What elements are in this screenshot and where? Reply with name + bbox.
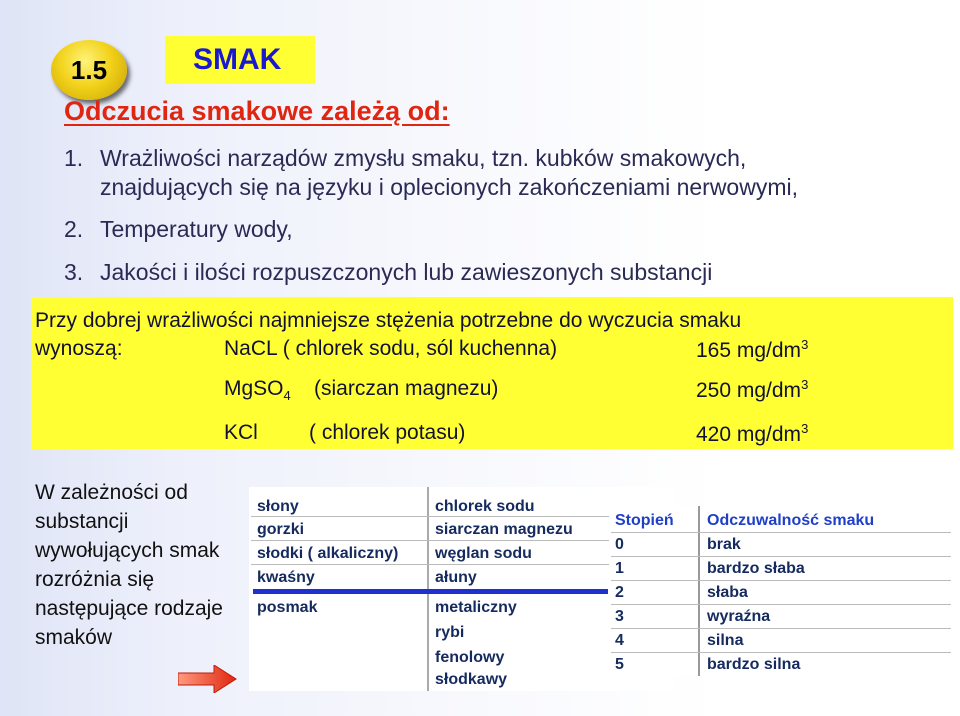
threshold-box	[31, 297, 953, 449]
list-text: Jakości i ilości rozpuszczonych lub zawieszonych substancji	[100, 259, 713, 285]
taste-name: kwaśny	[257, 569, 315, 586]
list-number: 2.	[64, 216, 84, 242]
taste-substance: węglan sodu	[435, 545, 532, 562]
taste-name: słony	[257, 498, 299, 515]
row-divider	[611, 580, 951, 581]
unit-exponent: 3	[801, 337, 809, 352]
arrow-right-icon	[178, 665, 238, 693]
substance-formula: MgSO	[224, 377, 284, 400]
separator-bar	[253, 589, 608, 594]
list-text: Temperatury wody,	[100, 216, 293, 242]
perception-value: wyraźna	[707, 608, 771, 625]
list-text: Wrażliwości narządów zmysłu smaku, tzn. kubków smakowych,	[100, 145, 747, 171]
degree-value: 3	[615, 608, 624, 625]
substance-name: (siarczan magnezu)	[314, 377, 499, 400]
taste-substance: metaliczny	[435, 599, 517, 616]
row-divider	[611, 604, 951, 605]
taste-substance: rybi	[435, 624, 465, 641]
side-line: smaków	[35, 626, 113, 649]
value-text: 250 mg/dm	[696, 379, 802, 402]
list-item	[64, 215, 798, 244]
subtitle: Odczucia smakowe zależą od:	[64, 96, 450, 126]
threshold-intro: Przy dobrej wrażliwości najmniejsze stężenia potrzebne do wyczucia smaku	[35, 309, 742, 332]
substance-value	[696, 337, 808, 363]
row-divider	[251, 540, 671, 541]
taste-substance: słodkawy	[435, 671, 508, 688]
taste-name: posmak	[257, 599, 318, 616]
row-divider	[611, 652, 951, 653]
taste-substance: fenolowy	[435, 649, 505, 666]
side-line: substancji	[35, 510, 129, 533]
substance-name: ( chlorek potasu)	[309, 421, 466, 444]
perception-value: silna	[707, 632, 744, 649]
page-title-box	[165, 36, 315, 84]
value-text: 420 mg/dm	[696, 423, 802, 446]
factors-list	[64, 144, 798, 287]
side-line: wywołujących smak	[35, 539, 220, 562]
list-text-continuation: znajdujących się na języku i oplecionych zakończeniami nerwowymi,	[100, 174, 798, 200]
perception-value: bardzo silna	[707, 656, 801, 673]
taste-name: słodki ( alkaliczny)	[257, 545, 399, 562]
side-line: rozróżnia się	[35, 568, 155, 591]
row-divider	[251, 516, 671, 517]
side-line: następujące rodzaje	[35, 597, 223, 620]
substance-row	[224, 377, 291, 403]
degree-value: 0	[615, 536, 624, 553]
unit-exponent: 3	[801, 377, 809, 392]
perception-value: brak	[707, 536, 741, 553]
list-number: 3.	[64, 259, 84, 285]
degree-value: 2	[615, 584, 624, 601]
threshold-label: wynoszą:	[35, 337, 123, 360]
formula-subscript: 4	[283, 388, 291, 404]
substance-value	[696, 377, 808, 403]
degree-value: 4	[615, 632, 624, 649]
unit-exponent: 3	[801, 421, 809, 436]
degree-table	[609, 506, 953, 676]
taste-substance: ałuny	[435, 569, 477, 586]
substance-formula: KCl	[224, 421, 258, 444]
row-divider	[611, 532, 951, 533]
list-item	[64, 144, 798, 202]
substance-formula: NaCL	[224, 337, 277, 360]
degree-value: 5	[615, 656, 624, 673]
taste-substance: chlorek sodu	[435, 498, 535, 515]
taste-name: gorzki	[257, 521, 305, 538]
row-divider	[611, 628, 951, 629]
substance-value	[696, 421, 808, 447]
header-degree: Stopień	[615, 512, 674, 529]
side-line: W zależności od	[35, 481, 188, 504]
row-divider	[611, 556, 951, 557]
header-perception: Odczuwalność smaku	[707, 512, 875, 529]
list-item	[64, 258, 798, 287]
substance-name: ( chlorek sodu, sól kuchenna)	[282, 337, 558, 360]
side-description	[35, 478, 223, 652]
list-number: 1.	[64, 145, 84, 171]
perception-value: bardzo słaba	[707, 560, 805, 577]
degree-value: 1	[615, 560, 624, 577]
value-text: 165 mg/dm	[696, 339, 802, 362]
page-title: SMAK	[193, 43, 282, 76]
row-divider	[251, 564, 671, 565]
badge-label: 1.5	[70, 54, 108, 85]
taste-substance: siarczan magnezu	[435, 521, 573, 538]
perception-value: słaba	[707, 584, 748, 601]
substance-row	[224, 337, 557, 361]
section-number-badge	[51, 40, 127, 100]
